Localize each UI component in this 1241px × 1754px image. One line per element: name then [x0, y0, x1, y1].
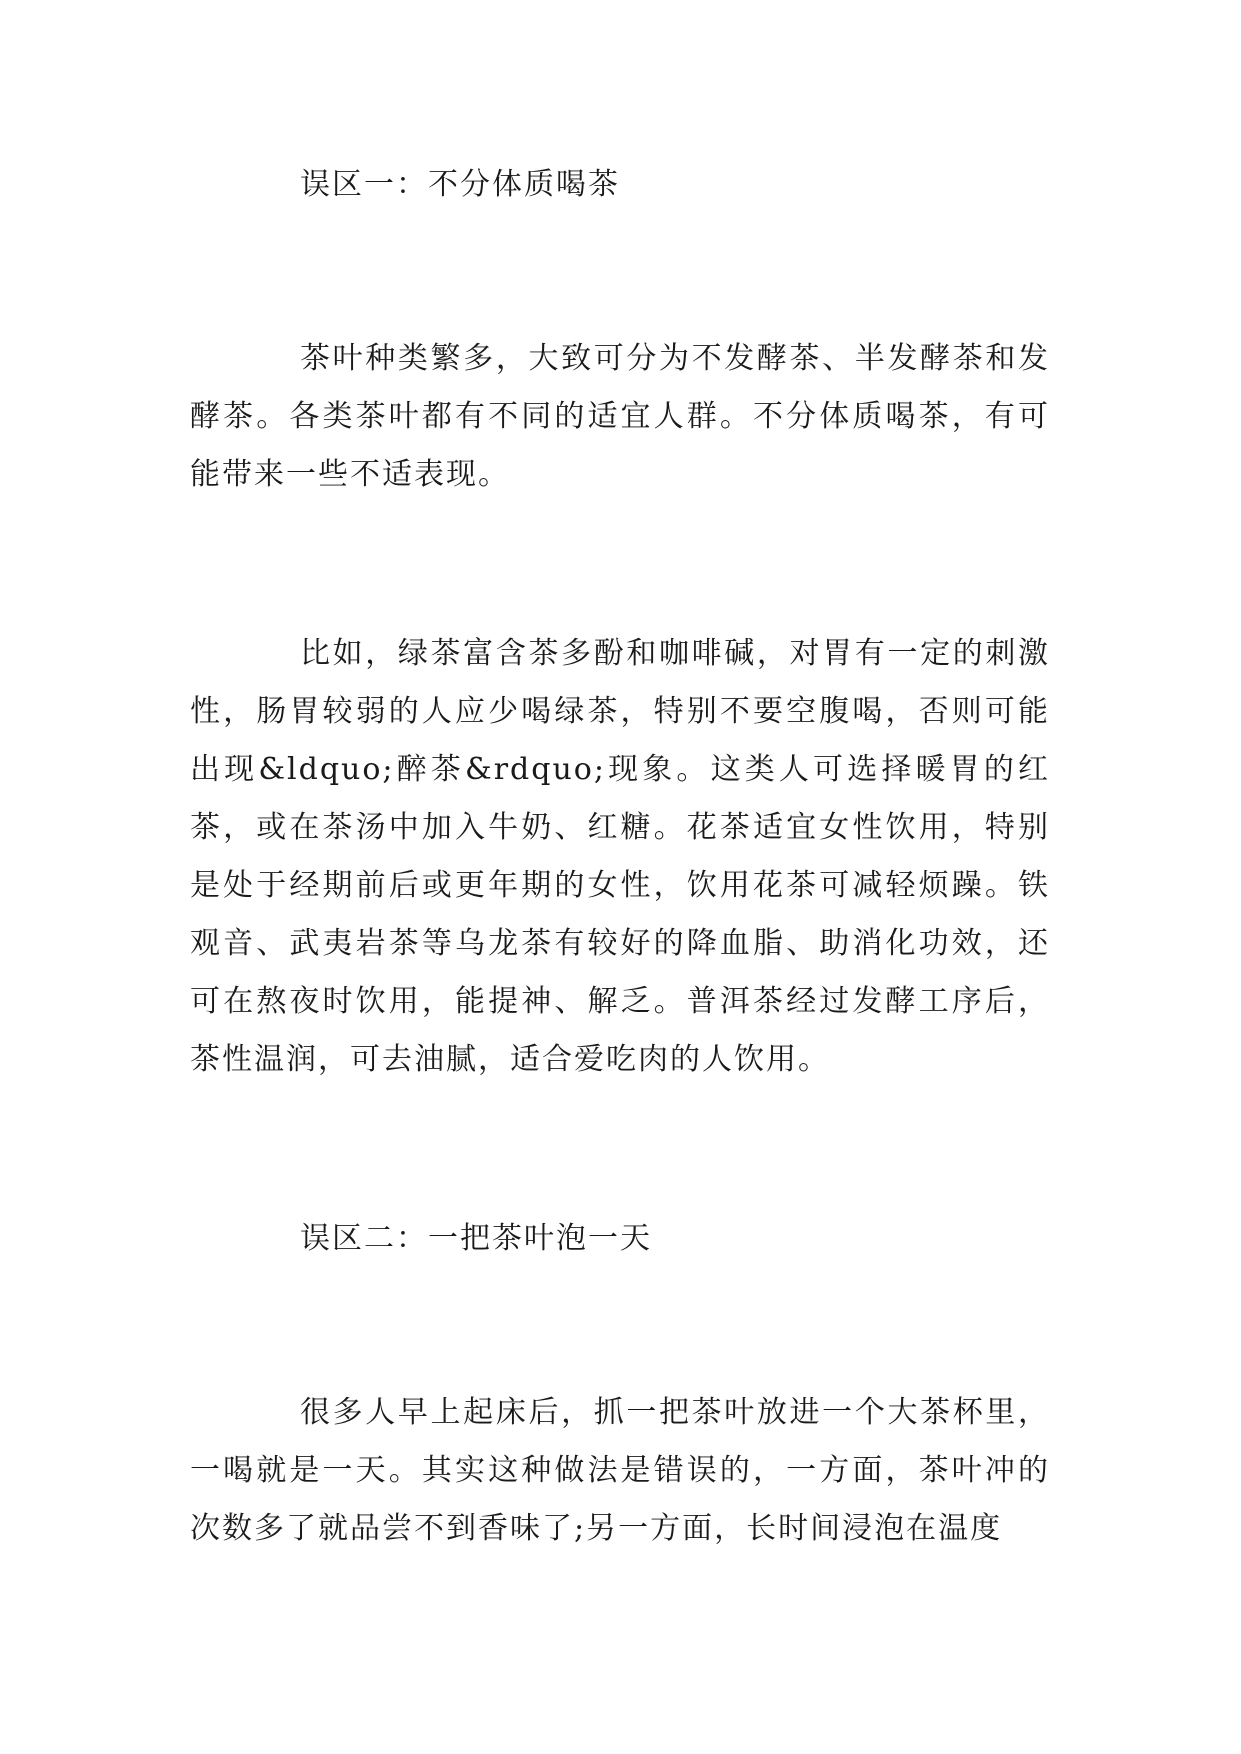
- paragraph-tea-examples: 比如，绿茶富含茶多酚和咖啡碱，对胃有一定的刺激性，肠胃较弱的人应少喝绿茶，特别不要空腹喝，否则可能出现&ldquo;醉茶&rdquo;现象。这类人可选择暖胃的红茶，或在茶汤中加入牛奶、红糖。花茶适宜女性饮用，特别是处于经期前后或更年期的女性，饮用花茶可减轻烦躁。铁观音、武夷岩茶等乌龙茶有较好的降血脂、助消化功效，还可在熬夜时饮用，能提神、解乏。普洱茶经过发酵工序后，茶性温润，可去油腻，适合爱吃肉的人饮用。: [190, 636, 1050, 1077]
- paragraph-tea-types: 茶叶种类繁多，大致可分为不发酵茶、半发酵茶和发酵茶。各类茶叶都有不同的适宜人群。不分体质喝茶，有可能带来一些不适表现。: [190, 341, 1050, 492]
- paragraph-one-handful-all-day: 很多人早上起床后，抓一把茶叶放进一个大茶杯里，一喝就是一天。其实这种做法是错误的，一方面，茶叶冲的次数多了就品尝不到香味了;另一方面，长时间浸泡在温度: [190, 1395, 1050, 1546]
- section-heading-2: 误区二：一把茶叶泡一天: [300, 1221, 652, 1256]
- section-heading-1: 误区一：不分体质喝茶: [300, 167, 620, 202]
